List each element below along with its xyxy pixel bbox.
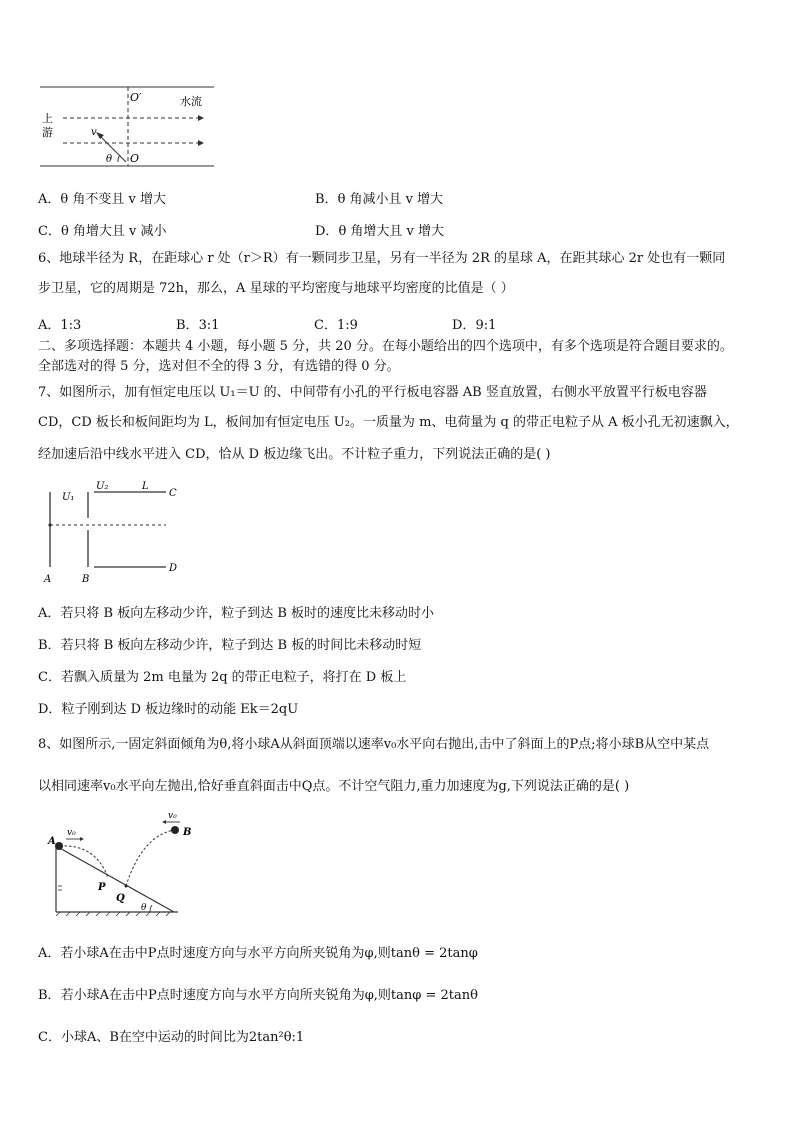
label-l: L <box>142 481 149 492</box>
q8-option-a: A．若小球A在击中P点时速度方向与水平方向所夹锐角为φ,则tanθ = 2tanφ <box>38 946 478 961</box>
q6-option-b: B．3:1 <box>176 318 220 333</box>
label-p: P <box>98 882 106 893</box>
section2-line-2: 全部选对的得 5 分，选对但不全的得 3 分，有选错的得 0 分。 <box>38 359 400 374</box>
label-c: C <box>169 488 177 499</box>
label-a: A <box>44 574 52 585</box>
q8-option-b: B．若小球A在击中P点时速度方向与水平方向所夹锐角为φ,则tanφ = 2tanθ <box>38 988 478 1003</box>
label-a: A <box>48 836 56 847</box>
q5-option-d: D．θ 角增大且 v 增大 <box>315 224 445 239</box>
q7-line-2: CD，CD 板长和板间距均为 L，板间加有恒定电压 U₂。一质量为 m、电荷量为 q 的带正电粒子从 A 板小孔无初速飘入， <box>38 415 739 430</box>
q8-line-2: 以相同速率v₀水平向左抛出,恰好垂直斜面击中Q点。不计空气阻力,重力加速度为g,下列说法正确的是( ) <box>38 779 630 794</box>
q6-option-a: A．1:3 <box>38 318 82 333</box>
q7-option-b: B．若只将 B 板向左移动少许，粒子到达 B 板的时间比未移动时短 <box>38 638 422 653</box>
q7-line-3: 经加速后沿中线水平进入 CD，恰从 D 板边缘飞出。不计粒子重力，下列说法正确的是( ) <box>38 447 551 462</box>
label-upstream-top: 上 <box>42 112 53 125</box>
section2-line-1: 二、多项选择题：本题共 4 小题，每小题 5 分，共 20 分。在每小题给出的四个选项中，有多个选项是符合题目要求的。 <box>38 339 733 354</box>
q8-option-c: C．小球A、B在空中运动的时间比为2tan²θ:1 <box>38 1030 305 1045</box>
q6-line-1: 6、地球半径为 R，在距球心 r 处（r＞R）有一颗同步卫星，另有一半径为 2R 的星球 A，在距其球心 2r 处也有一颗同 <box>38 251 726 266</box>
label-v0-left: v₀ <box>67 828 76 838</box>
label-u2: U₂ <box>96 481 109 492</box>
label-b: B <box>183 827 192 838</box>
q7-option-a: A．若只将 B 板向左移动少许，粒子到达 B 板时的速度比未移动时小 <box>38 606 435 621</box>
label-theta: θ <box>106 154 113 165</box>
q8-line-1: 8、如图所示,一固定斜面倾角为θ,将小球A从斜面顶端以速率v₀水平向右抛出,击中了斜面上的P点;将小球B从空中某点 <box>38 737 710 752</box>
label-d: D <box>169 563 178 574</box>
label-o: O <box>130 152 140 165</box>
q6-option-c: C．1:9 <box>314 318 358 333</box>
label-v: v <box>91 127 97 138</box>
river-figure <box>38 84 218 170</box>
q6-line-2: 步卫星，它的周期是 72h，那么，A 星球的平均密度与地球平均密度的比值是（ ） <box>38 281 514 296</box>
label-q: Q <box>116 893 125 904</box>
label-v0-right: v₀ <box>168 811 177 821</box>
label-upstream-bottom: 游 <box>42 126 53 139</box>
label-u1: U₁ <box>62 492 75 503</box>
capacitor-figure <box>38 478 188 586</box>
q5-option-c: C．θ 角增大且 v 减小 <box>38 224 167 239</box>
q7-option-c: C．若飘入质量为 2m 电量为 2q 的带正电粒子，将打在 D 板上 <box>38 670 407 685</box>
q7-line-1: 7、如图所示，加有恒定电压以 U₁＝U 的、中间带有小孔的平行板电容器 AB 竖直放置，右侧水平放置平行板电容器 <box>38 385 707 400</box>
label-b: B <box>82 574 90 585</box>
label-water-flow: 水流 <box>180 95 202 108</box>
q7-option-d: D．粒子刚到达 D 板边缘时的动能 Ek＝2qU <box>38 702 299 717</box>
label-o-prime: O′ <box>130 91 142 104</box>
q5-option-b: B．θ 角减小且 v 增大 <box>315 192 444 207</box>
incline-figure <box>38 808 208 918</box>
q5-option-a: A．θ 角不变且 v 增大 <box>38 192 166 207</box>
label-theta: θ <box>141 903 147 913</box>
q6-option-d: D．9:1 <box>452 318 497 333</box>
